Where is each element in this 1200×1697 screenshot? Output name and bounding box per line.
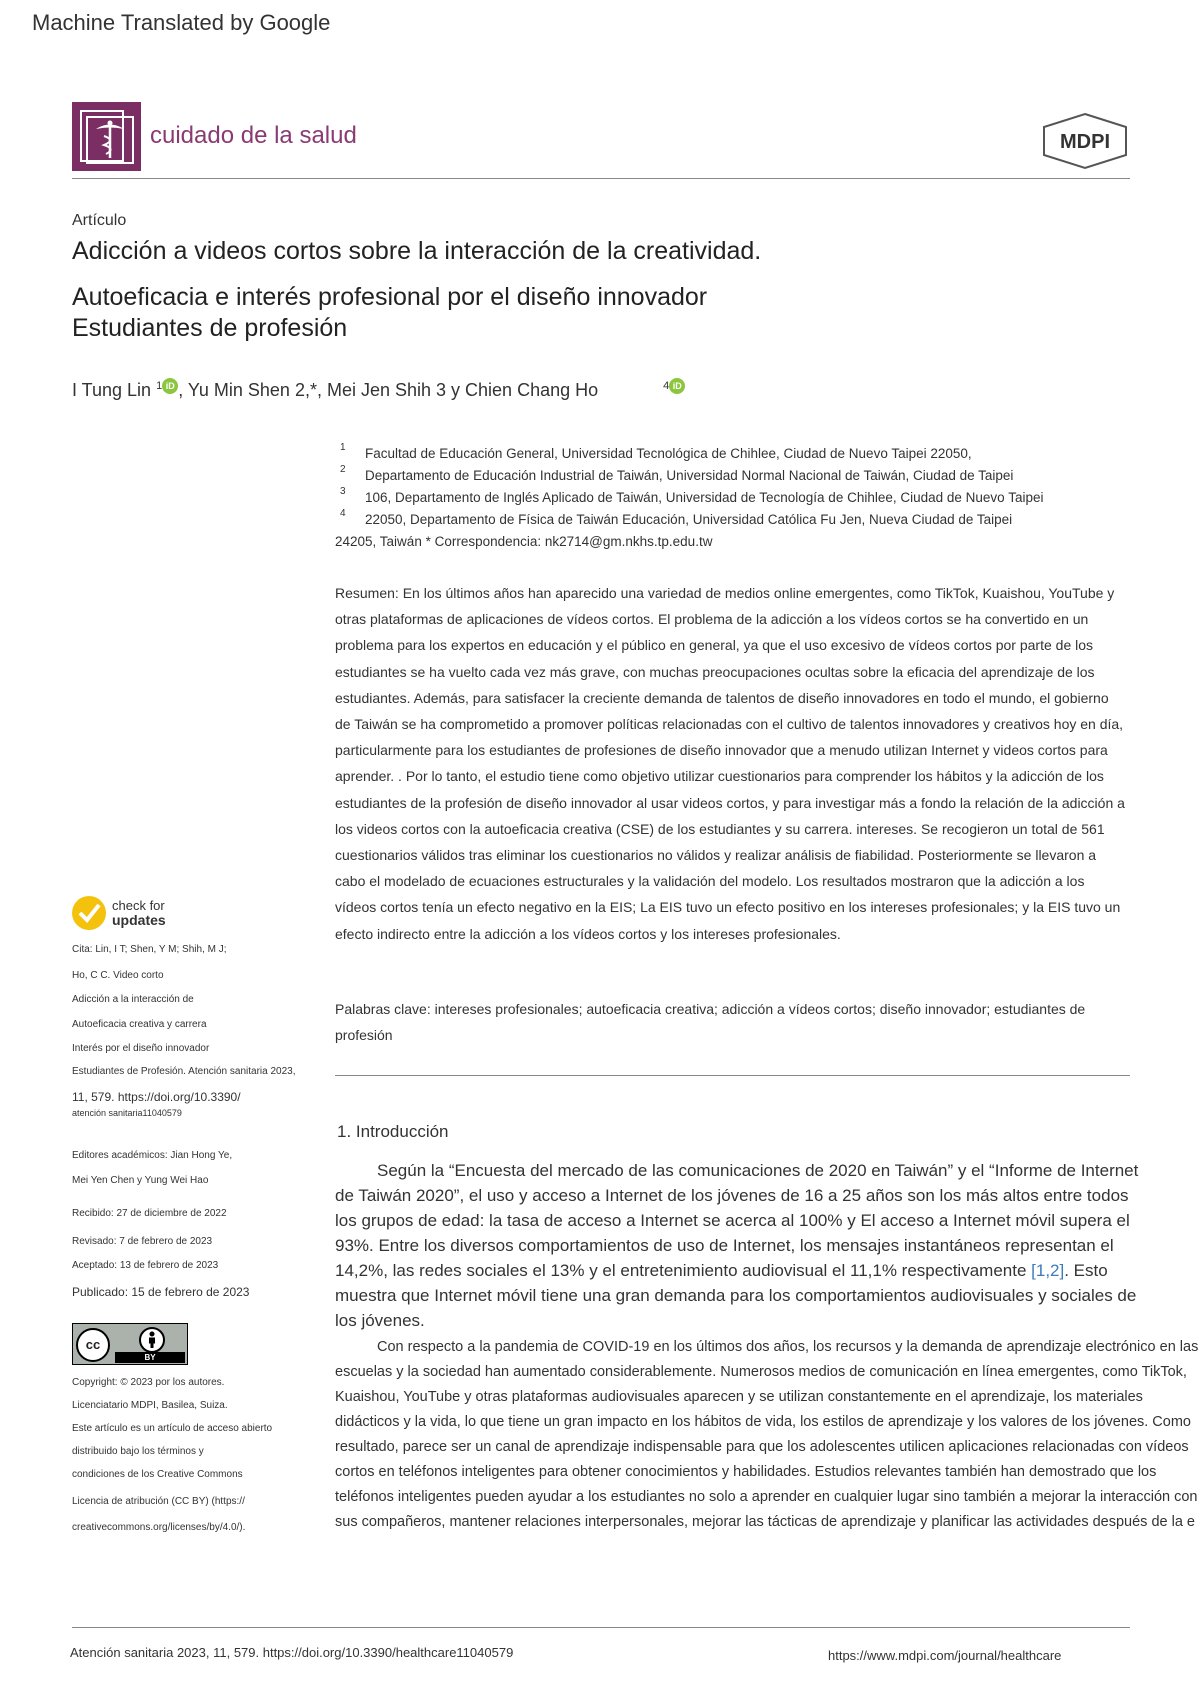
correspondence: 24205, Taiwán * Correspondencia: nk2714@gm.nkhs.tp.edu.tw xyxy=(335,534,713,549)
check-updates-icon[interactable] xyxy=(72,896,106,930)
affiliation-4: 4 22050, Departamento de Física de Taiwán Educación, Universidad Católica Fu Jen, Nueva Ciudad de Taipei xyxy=(340,508,1013,527)
license-line-3: Este artículo es un artículo de acceso abierto xyxy=(72,1423,273,1434)
published-date: Publicado: 15 de febrero de 2023 xyxy=(72,1285,250,1299)
title-line-1: Adicción a videos cortos sobre la interacción de la creatividad. xyxy=(72,237,762,265)
keywords: Palabras clave: intereses profesionales; autoeficacia creativa; adicción a vídeos cortos; diseño innovador; estudiantes de profesión xyxy=(335,1001,1086,1043)
orcid-icon[interactable]: iD xyxy=(669,378,685,394)
license-line-1: Copyright: © 2023 por los autores. xyxy=(72,1377,225,1388)
section-title: 1. Introducción xyxy=(337,1122,449,1141)
author-list xyxy=(72,378,685,401)
doi-link-2[interactable]: atención sanitaria11040579 xyxy=(72,1108,182,1118)
abstract-rule xyxy=(335,1075,1130,1076)
cite-line-2: Ho, C C. Video corto xyxy=(72,970,164,981)
intro-paragraph-1: Según la “Encuesta del mercado de las comunicaciones de 2020 en Taiwán” y el “Informe de Internet de Taiwán 2020”, el uso y acceso a Internet de los jóvenes de 16 a 25 años son los más altos entre todos los grupos de edad: la tasa de acceso a Internet se acerca al 100% y El acceso a Internet móvil supera el 93%. Entre los diversos comportamientos de uso de Internet, los mensajes instantáneos representan el 14,2%, las redes sociales el 13% y el entretenimiento audiovisual el 11,1% respectivamente [1,2]. Esto muestra que Internet móvil tiene una gran demanda para los comportamientos audiovisuales y sociales de los jóvenes. xyxy=(335,1161,1139,1330)
intro-paragraph-2: Con respecto a la pandemia de COVID-19 en los últimos dos años, los recursos y la demanda de aprendizaje electrónico en las escuelas y la sociedad han aumentado considerablemente. Numerosos medios de comunicación en línea emergentes, como TikTok, Kuaishou, YouTube y otras plataformas audiovisuales aparecen y se utilizan constantemente en el aprendizaje, los materiales didácticos y la vida, lo que tiene un gran impacto en los hábitos de vida, los estilos de aprendizaje y los valores de los jóvenes. Como resultado, parece ser un canal de aprendizaje indispensable para que los adolescentes utilicen aplicaciones relacionadas con vídeos cortos en teléfonos inteligentes para obtener conocimientos y habilidades. Estudios relevantes también han demostrado que los teléfonos inteligentes pueden ayudar a los estudiantes no solo a aprender en cualquier lugar sino también a mejorar la interacción con sus compañeros, mantener relaciones interpersonales, mejorar las tácticas de aprendizaje y planificar las actividades después de la e xyxy=(335,1339,1199,1530)
title-line-2: Autoeficacia e interés profesional por el diseño innovador xyxy=(72,283,708,311)
check-updates-button[interactable]: check for updates xyxy=(112,898,166,928)
cite-line-4: Autoeficacia creativa y carrera xyxy=(72,1019,207,1030)
author-1-affiliation: 1 xyxy=(156,380,163,392)
author-4-affiliation: 4 xyxy=(663,380,670,392)
cite-line-1: Cita: Lin, I T; Shen, Y M; Shih, M J; xyxy=(72,944,227,955)
article-type: Artículo xyxy=(72,212,127,229)
orcid-icon[interactable]: iD xyxy=(162,378,178,394)
revised-date: Revisado: 7 de febrero de 2023 xyxy=(72,1236,213,1247)
abstract: Resumen: En los últimos años han aparecido una variedad de medios online emergentes, como TikTok, Kuaishou, YouTube y otras plataformas de aplicaciones de vídeos cortos. El problema de la adicción a los vídeos cortos se ha convertido en un problema para los expertos en educación y el público en general, ya que el uso excesivo de vídeos cortos por parte de los estudiantes se ha vuelto cada vez más grave, con muchas preocupaciones ocultas sobre la eficacia del aprendizaje de los estudiantes. Además, para satisfacer la creciente demanda de talentos de diseño innovadores en todo el mundo, el gobierno de Taiwán se ha comprometido a promover políticas relacionadas con el cultivo de talentos innovadores y creativos hoy en día, particularmente para los estudiantes de profesiones de diseño innovador que a menudo utilizan Internet y videos cortos para aprender. . Por lo tanto, el estudio tiene como objetivo utilizar cuestionarios para comprender los hábitos y la adicción de los estudiantes de la profesión de diseño innovador al usar videos cortos, y para investigar más a fondo la relación de la adicción a los videos cortos con la autoeficacia creativa (CSE) de los estudiantes y su carrera. intereses. Se recogieron un total de 561 cuestionarios válidos tras eliminar los cuestionarios no válidos y realizar análisis de fiabilidad. Posteriormente se llevaron a cabo el modelado de ecuaciones estructurales y la validación del modelo. Los resultados mostraron que la adicción a los vídeos cortos tenía un efecto negativo en la EIS; La EIS tuvo un efecto positivo en los intereses profesionales; y la EIS tuvo un efecto indirecto entre la adicción a los vídeos cortos y los intereses profesionales. xyxy=(335,585,1125,942)
license-line-2: Licenciatario MDPI, Basilea, Suiza. xyxy=(72,1400,228,1411)
mdpi-logo-icon xyxy=(1040,112,1130,170)
cc-by-icon[interactable]: cc BY xyxy=(72,1323,188,1365)
accepted-date: Aceptado: 13 de febrero de 2023 xyxy=(72,1260,219,1271)
publisher-name: MDPI xyxy=(1060,131,1110,153)
journal-logo-icon xyxy=(72,102,141,171)
title-line-3: Estudiantes de profesión xyxy=(72,314,348,342)
editors-1: Editores académicos: Jian Hong Ye, xyxy=(72,1150,233,1161)
license-line-4: distribuido bajo los términos y xyxy=(72,1446,204,1457)
footer-journal-link[interactable]: https://www.mdpi.com/journal/healthcare xyxy=(828,1648,1062,1663)
machine-translated-banner: Machine Translated by Google xyxy=(32,10,331,35)
cite-line-6: Estudiantes de Profesión. Atención sanitaria 2023, xyxy=(72,1066,296,1077)
journal-name: cuidado de la salud xyxy=(150,122,357,149)
cite-line-5: Interés por el diseño innovador xyxy=(72,1043,210,1054)
citation-link[interactable]: [1,2] xyxy=(1031,1261,1065,1280)
affiliation-1: 1 Facultad de Educación General, Universidad Tecnológica de Chihlee, Ciudad de Nuevo Taipei 22050, xyxy=(340,442,972,461)
header-rule xyxy=(72,178,1130,179)
received-date: Recibido: 27 de diciembre de 2022 xyxy=(72,1208,227,1219)
affiliation-2: 2 Departamento de Educación Industrial de Taiwán, Universidad Normal Nacional de Taiwán, Ciudad de Taipei xyxy=(340,464,1014,483)
author-list-rest: , Yu Min Shen 2,*, Mei Jen Shih 3 y Chien Chang Ho xyxy=(178,380,599,400)
author-1: I Tung Lin xyxy=(72,380,152,400)
cite-line-3: Adicción a la interacción de xyxy=(72,994,194,1005)
affiliation-3: 3 106, Departamento de Inglés Aplicado de Taiwán, Universidad de Tecnología de Chihlee, Ciudad de Nuevo Taipei xyxy=(340,486,1044,505)
footer-rule xyxy=(72,1627,1130,1628)
editors-2: Mei Yen Chen y Yung Wei Hao xyxy=(72,1175,209,1186)
footer-citation: Atención sanitaria 2023, 11, 579. https://doi.org/10.3390/healthcare11040579 xyxy=(70,1645,514,1660)
license-line-7[interactable]: creativecommons.org/licenses/by/4.0/). xyxy=(72,1522,246,1533)
license-line-6: Licencia de atribución (CC BY) (https:// xyxy=(72,1496,245,1507)
doi-link[interactable]: 11, 579. https://doi.org/10.3390/ xyxy=(72,1090,241,1104)
license-line-5: condiciones de los Creative Commons xyxy=(72,1469,243,1480)
